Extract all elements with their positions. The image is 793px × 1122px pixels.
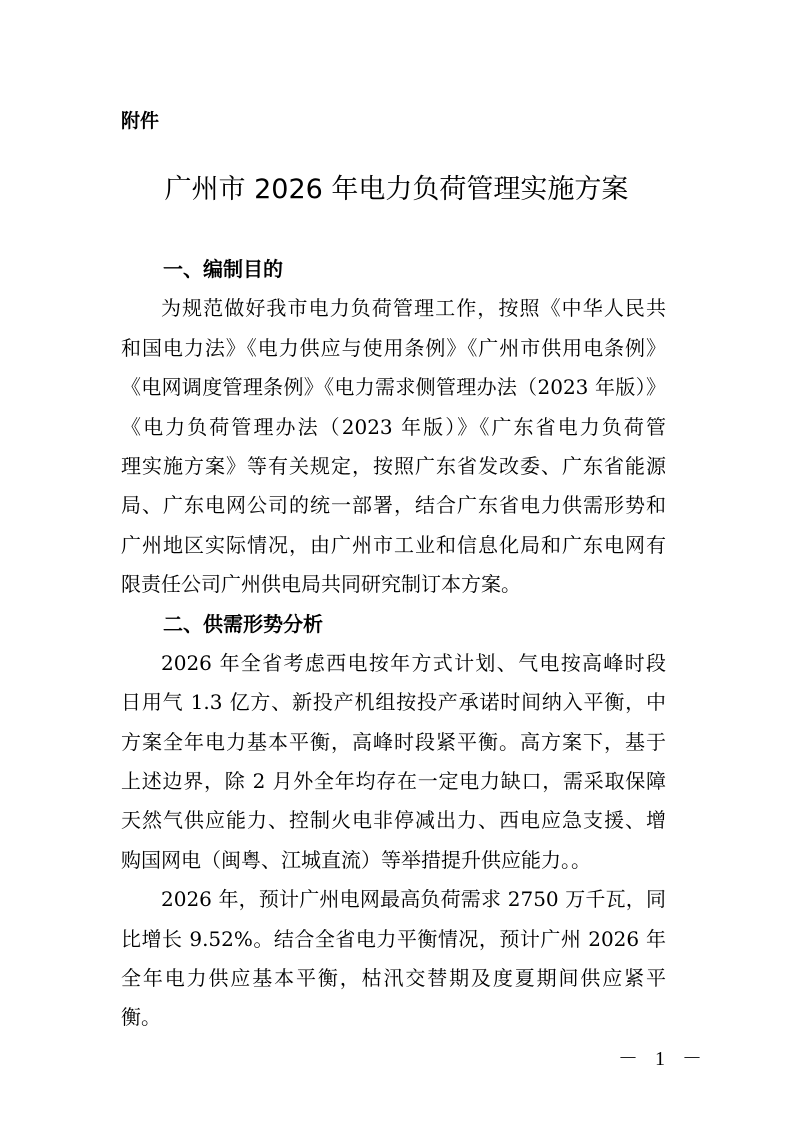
text-line: 《电网调度管理条例》《电力需求侧管理办法（2023 年版）》	[121, 375, 666, 400]
text-line: 理实施方案》等有关规定，按照广东省发改委、广东省能源	[121, 453, 666, 478]
text-line: 2026 年，预计广州电网最高负荷需求 2750 万千瓦，同	[161, 887, 666, 912]
text-line: 广州地区实际情况，由广州市工业和信息化局和广东电网有	[121, 532, 666, 557]
section-heading-supply-demand: 二、供需形势分析	[163, 611, 323, 636]
text-line: 衡。	[121, 1005, 161, 1030]
text-line: 比增长 9.52%。结合全省电力平衡情况，预计广州 2026 年	[121, 926, 666, 951]
attachment-label: 附件	[121, 110, 160, 132]
text-line: 方案全年电力基本平衡，高峰时段紧平衡。高方案下，基于	[121, 729, 666, 754]
text-line: 上述边界，除 2 月外全年均存在一定电力缺口，需采取保障	[121, 769, 666, 794]
text-line: 和国电力法》《电力供应与使用条例》《广州市供用电条例》	[121, 335, 666, 360]
paragraph-guangzhou-load	[121, 880, 666, 1038]
text-line: 全年电力供应基本平衡，枯汛交替期及度夏期间供应紧平	[121, 966, 666, 991]
text-line: 2026 年全省考虑西电按年方式计划、气电按高峰时段	[161, 650, 666, 675]
text-line: 《电力负荷管理办法（2023 年版）》《广东省电力负荷管	[121, 414, 666, 439]
text-line: 限责任公司广州供电局共同研究制订本方案。	[121, 572, 521, 597]
document-title: 广州市 2026 年电力负荷管理实施方案	[164, 174, 629, 205]
text-line: 日用气 1.3 亿方、新投产机组按投产承诺时间纳入平衡，中	[121, 690, 666, 715]
text-line: 购国网电（闽粤、江城直流）等举措提升供应能力。。	[121, 847, 591, 872]
section-heading-purpose: 一、编制目的	[163, 257, 283, 281]
paragraph-purpose	[121, 289, 666, 604]
page-number: － 1 －	[618, 1048, 708, 1070]
document-body	[121, 250, 666, 1038]
text-line: 局、广东电网公司的统一部署，结合广东省电力供需形势和	[121, 493, 666, 518]
paragraph-province-outlook	[121, 644, 666, 880]
text-line: 天然气供应能力、控制火电非停减出力、西电应急支援、增	[121, 808, 666, 833]
text-line: 为规范做好我市电力负荷管理工作，按照《中华人民共	[161, 296, 666, 321]
